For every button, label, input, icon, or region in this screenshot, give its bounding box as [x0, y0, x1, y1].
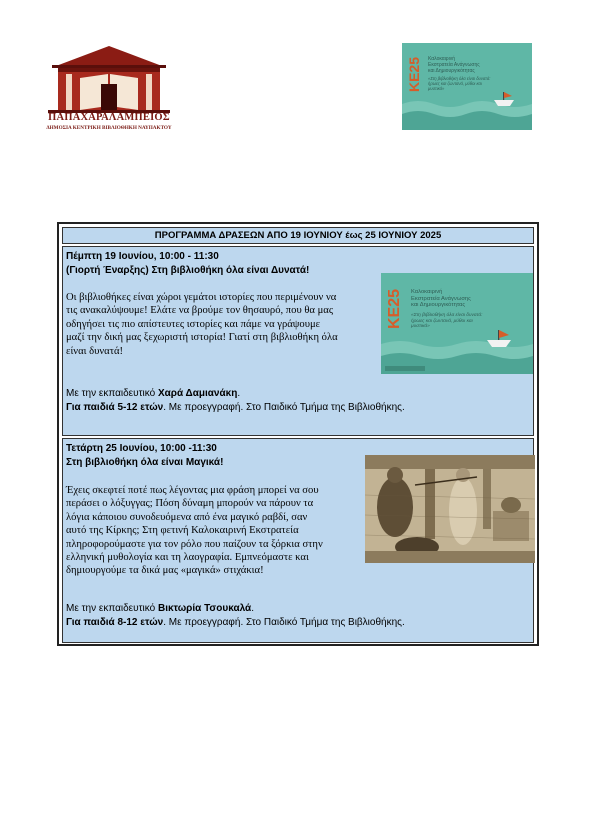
event-title: Στη βιβλιοθήκη όλα είναι Μαγικά! [66, 457, 224, 468]
poster-code: ΚΕ25 [406, 57, 422, 93]
poster-line: Εκστρατεία Ανάγνωσης [411, 295, 471, 302]
event-info [66, 401, 405, 414]
poster-line: Καλοκαιρινή [428, 56, 456, 62]
educator-name: Βικτωρία Τσουκαλά [157, 603, 252, 614]
event-info [66, 616, 405, 629]
poster-line: Εκστρατεία Ανάγνωσης [428, 61, 480, 68]
event-card [62, 438, 534, 643]
poster-heading [411, 289, 521, 309]
event-date: Πέμπτη 19 Ιουνίου, 10:00 - 11:30 [66, 251, 219, 262]
poster-quote: «Στη βιβλιοθήκη όλα είναι δυνατά: ήρωες και ζωντανά, μύθοι και μυστικά» [428, 76, 491, 91]
event-age: Για παιδιά 8-12 ετών [66, 617, 164, 628]
educator-name: Χαρά Δαμιανάκη [157, 388, 238, 399]
educator-suffix: . [237, 388, 241, 399]
description-line: Έχεις σκεφτεί ποτέ πως λέγοντας μια φράση μπορεί να σου [66, 485, 319, 496]
event-description [66, 291, 338, 358]
waves-illustration-icon [402, 90, 532, 130]
description-line: δημιουργούμε τα δικά μας «μαγικά» στιχάκια! [66, 565, 264, 577]
event-registration: . Με προεγγραφή. Στο Παιδικό Τμήμα της Βιβλιοθήκης. [163, 402, 405, 413]
event-educator [66, 387, 240, 400]
description-line: λόγια κάποιου συνοδευόμενα από ένα μαγικό ραβδί, σαν [66, 511, 308, 523]
educator-prefix: Με την εκπαιδευτικό [66, 388, 158, 399]
description-line: ελληνική μυθολογία και τη λαογραφία. Εμπνεόμαστε και [66, 552, 309, 564]
description-line: αυτό της Κίρκης; Στη φετινή Καλοκαιρινή Εκστρατεία [66, 525, 299, 537]
event-date: Τετάρτη 25 Ιουνίου, 10:00 -11:30 [66, 443, 217, 454]
poster-heading [428, 57, 524, 74]
poster-thumbnail-top [402, 43, 532, 130]
program-title: ΠΡΟΓΡΑΜΜΑ ΔΡΑΣΕΩΝ ΑΠΟ 19 ΙΟΥΝΙΟΥ έως 25 ΙΟΥΝΙΟΥ 2025 [62, 227, 534, 244]
event-age: Για παιδιά 5-12 ετών [66, 402, 164, 413]
library-name: ΠΑΠΑΧΑΡΑΛΑΜΠΕΙΟΣ [48, 112, 170, 123]
description-line: πληροφορούμαστε για τον ρόλο που παίζουν τα ξόρκια στην [66, 538, 323, 550]
poster-line: και Δημιουργικότητας [428, 67, 475, 74]
poster-thumbnail-event [381, 273, 533, 374]
library-building-icon [44, 44, 174, 114]
library-subtitle: ΔΗΜΟΣΙΑ ΚΕΝΤΡΙΚΗ ΒΙΒΛΙΟΘΗΚΗ ΝΑΥΠΑΚΤΟΥ [46, 125, 172, 131]
description-line: οδηγήσει τις πιο απίστευτες ιστορίες και πάμε να γράψουμε [66, 318, 321, 330]
event-registration: . Με προεγγραφή. Στο Παιδικό Τμήμα της Βιβλιοθήκης. [163, 617, 405, 628]
poster-code: ΚΕ25 [386, 289, 403, 330]
educator-suffix: . [251, 603, 254, 614]
event-title: (Γιορτή Έναρξης) Στη βιβλιοθήκη όλα είναι Δυνατά! [66, 265, 310, 276]
event-educator [66, 602, 254, 615]
poster-quote: «Στη βιβλιοθήκη όλα είναι δυνατά: ήρωες και ζωντανά, μύθοι και μυστικά» [411, 313, 483, 330]
description-line: τις ανακαλύψουμε! Ελάτε να βρούμε τον θησαυρό, που θα μας [66, 305, 334, 317]
poster-line: και Δημιουργικότητας [411, 302, 466, 309]
description-line: περάσει ο λόξυγγας; Πόση δύναμη μπορούν να πάρουν τα [66, 498, 314, 510]
educator-prefix: Με την εκπαιδευτικό [66, 603, 158, 614]
waves-illustration-icon [381, 328, 533, 374]
circe-engraving-image [365, 455, 535, 563]
description-line: είναι δυνατά! [66, 345, 124, 357]
mythology-scene-icon [365, 455, 535, 563]
description-line: μαζί την δική μας ξεχωριστή ιστορία! Γιατί στη βιβλιοθήκη όλα [66, 332, 338, 344]
event-description [66, 484, 323, 578]
description-line: Οι βιβλιοθήκες είναι χώροι γεμάτοι ιστορίες που περιμένουν να [66, 292, 337, 303]
poster-line: Καλοκαιρινή [411, 289, 443, 295]
